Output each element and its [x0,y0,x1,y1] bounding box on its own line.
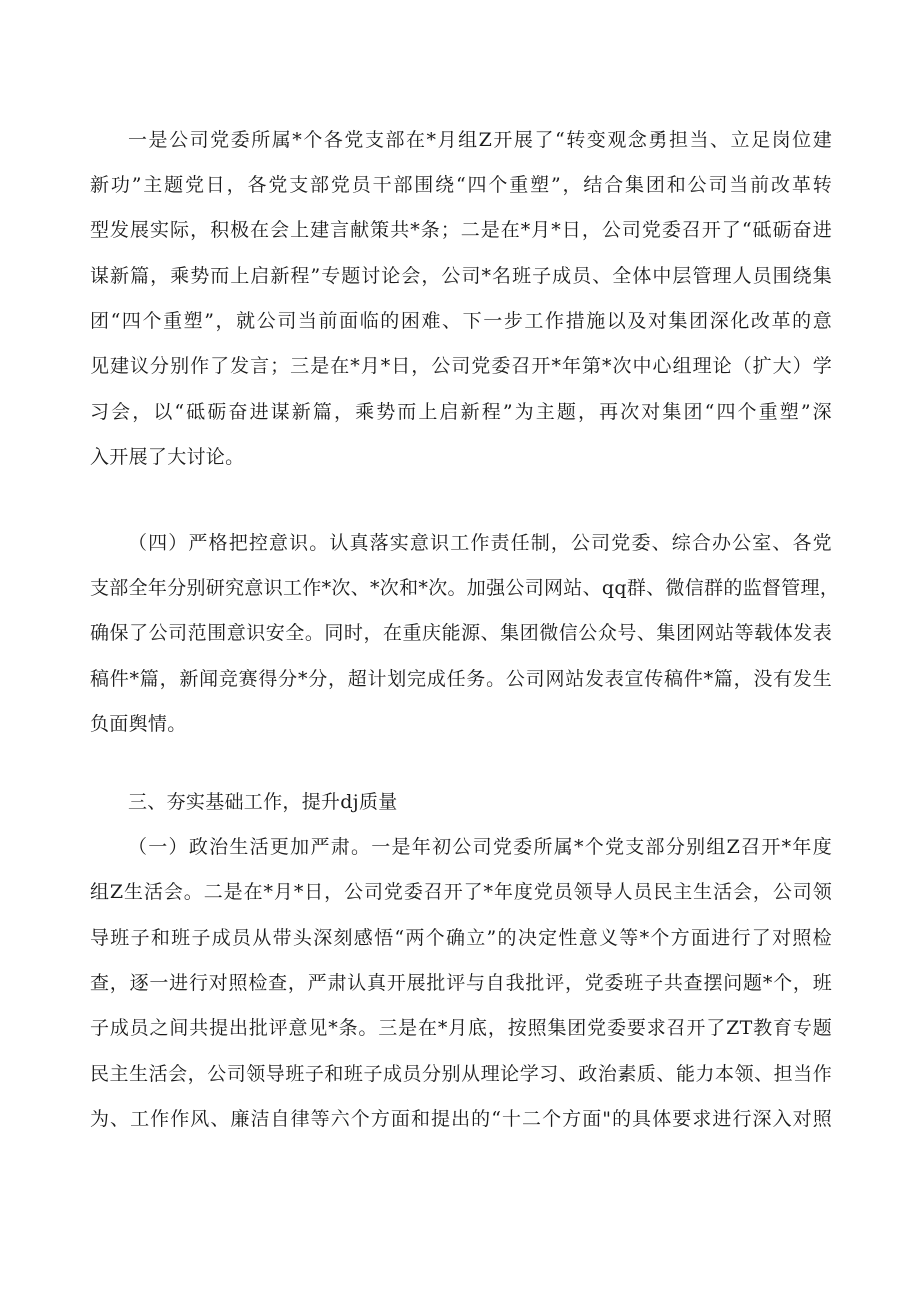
paragraph-3-line-5: 子成员之间共提出批评意见*条。三是在*月底，按照集团党委要求召开了ZT教育专题 [90,1017,832,1039]
paragraph-1-line-8: 入开展了大讨论。 [90,446,245,468]
section-heading: 三、夯实基础工作，提升dj质量 [128,791,398,813]
paragraph-3-line-3: 导班子和班子成员从带头深刻感悟“两个确立”的决定性意义等*个方面进行了对照检 [90,927,832,949]
paragraph-2-line-4: 稿件*篇，新闻竞赛得分*分，超计划完成任务。公司网站发表宣传稿件*篇，没有发生 [90,668,832,690]
paragraph-2-line-5: 负面舆情。 [90,713,187,735]
paragraph-1-line-6: 见建议分别作了发言；三是在*月*日，公司党委召开*年第*次中心组理论（扩大）学 [90,355,832,377]
paragraph-2-line-2: 支部全年分别研究意识工作*次、*次和*次。加强公司网站、qq群、微信群的监督管理， [90,577,840,599]
paragraph-2-line-3: 确保了公司范围意识安全。同时，在重庆能源、集团微信公众号、集团网站等载体发表 [90,622,832,644]
paragraph-1-line-1: 一是公司党委所属*个各党支部在*月组Z开展了“转变观念勇担当、立足岗位建 [128,129,832,151]
paragraph-3-line-4: 查，逐一进行对照检查，严肃认真开展批评与自我批评，党委班子共查摆问题*个，班 [90,972,832,994]
paragraph-3-line-1: （一）政治生活更加严肃。一是年初公司党委所属*个党支部分别组Z召开*年度 [128,836,832,858]
paragraph-1-line-2: 新功”主题党日，各党支部党员干部围绕“四个重塑”，结合集团和公司当前改革转 [90,174,832,196]
paragraph-1-line-5: 团“四个重塑”，就公司当前面临的困难、下一步工作措施以及对集团深化改革的意 [90,310,832,332]
paragraph-1-line-3: 型发展实际，积极在会上建言献策共*条；二是在*月*日，公司党委召开了“砥砺奋进 [90,219,832,241]
paragraph-2-line-1: （四）严格把控意识。认真落实意识工作责任制，公司党委、综合办公室、各党 [128,532,832,554]
paragraph-3-line-6: 民主生活会，公司领导班子和班子成员分别从理论学习、政治素质、能力本领、担当作 [90,1063,832,1085]
paragraph-1-line-4: 谋新篇，乘势而上启新程”专题讨论会，公司*名班子成员、全体中层管理人员围绕集 [90,265,832,287]
paragraph-3-line-7: 为、工作作风、廉洁自律等六个方面和提出的“十二个方面"的具体要求进行深入对照 [90,1108,832,1130]
paragraph-1-line-7: 习会，以“砥砺奋进谋新篇，乘势而上启新程”为主题，再次对集团“四个重塑”深 [90,401,832,423]
paragraph-3-line-2: 组Z生活会。二是在*月*日，公司党委召开了*年度党员领导人员民主生活会，公司领 [90,881,832,903]
